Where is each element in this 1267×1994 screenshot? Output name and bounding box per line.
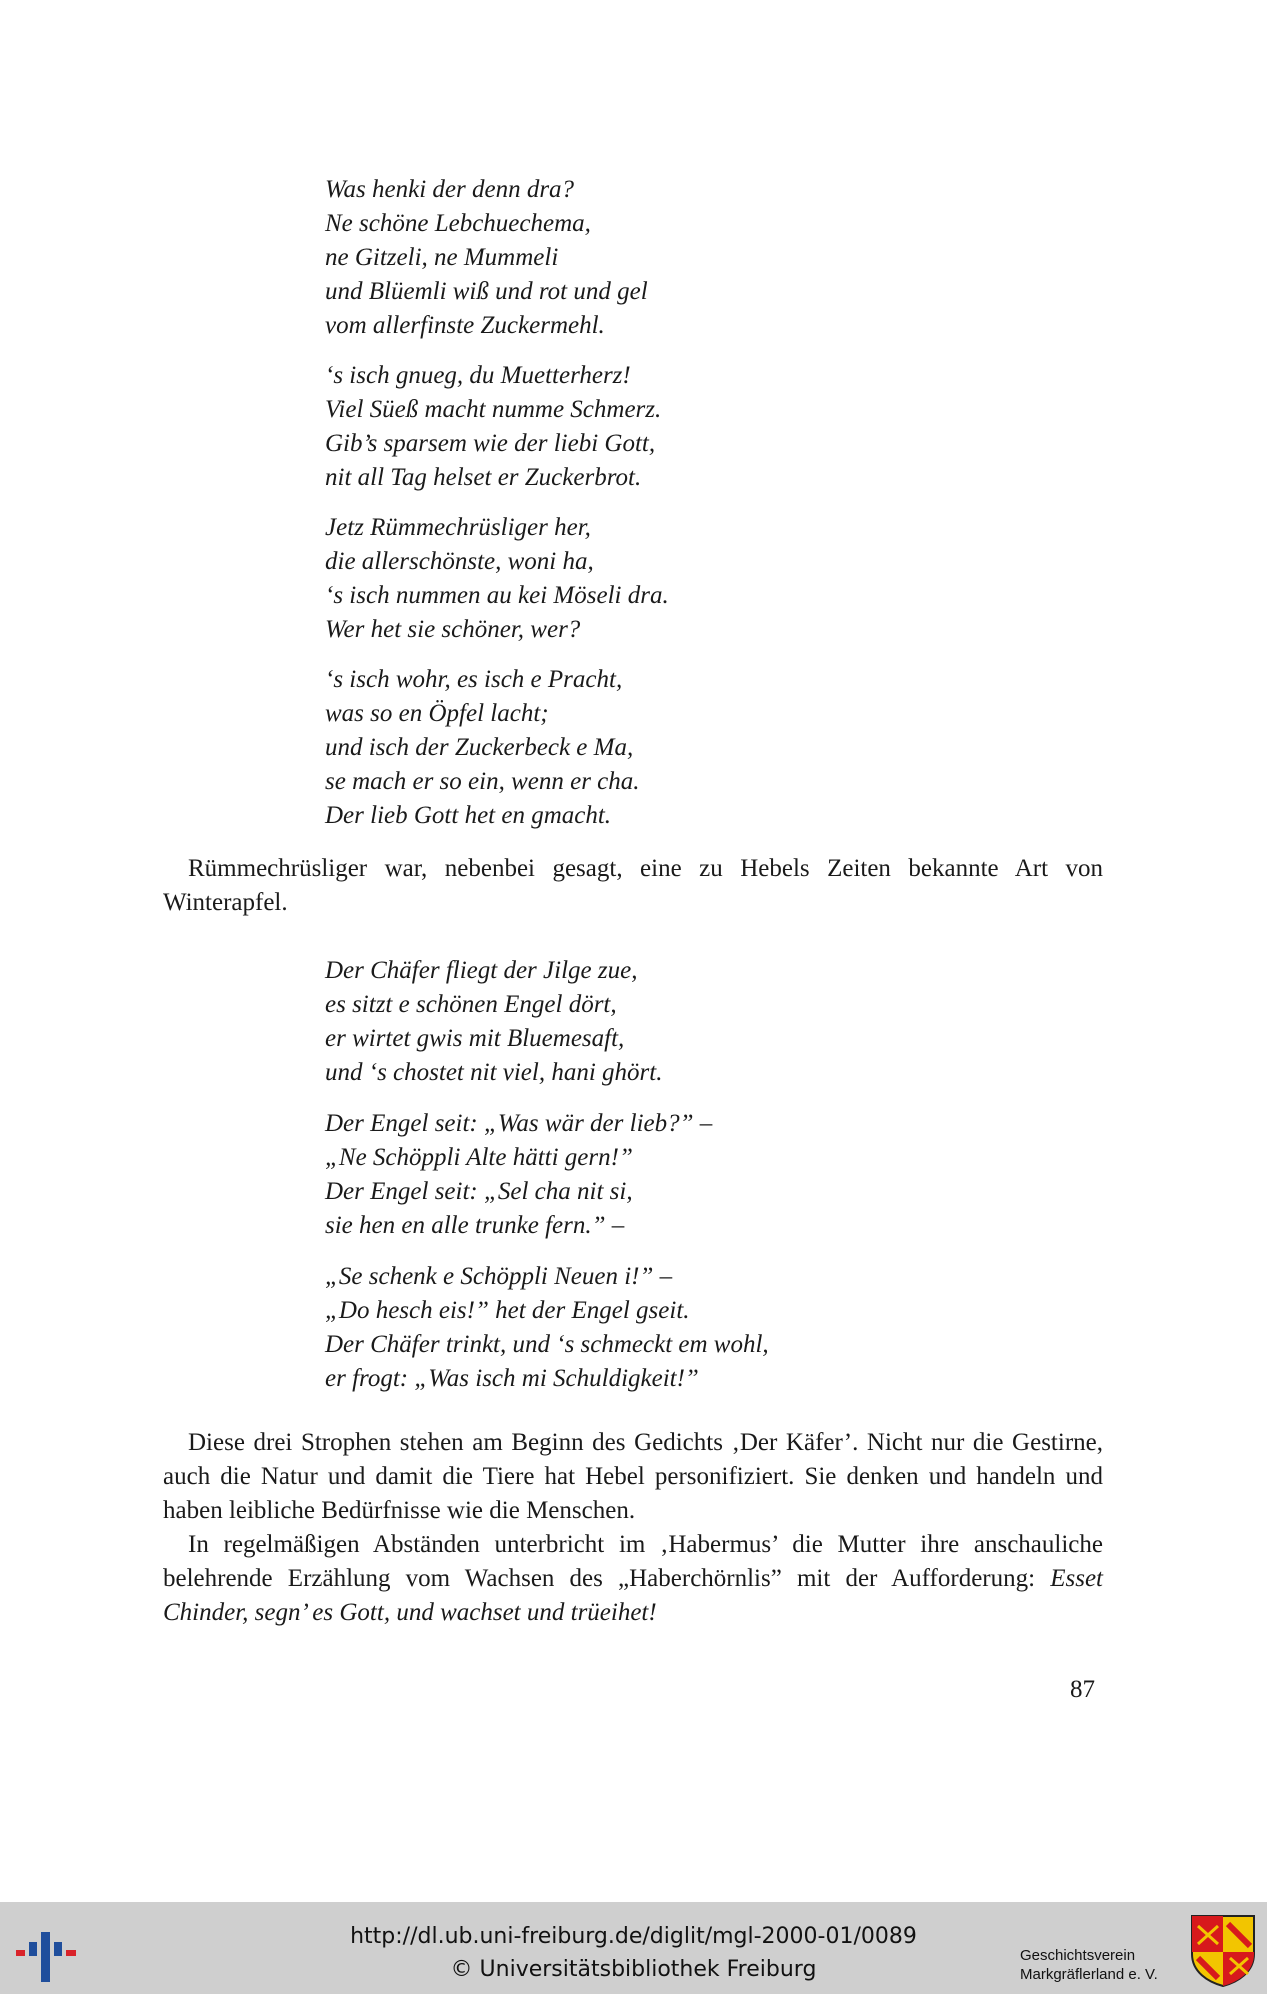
verse-line: was so en Öpfel lacht; <box>325 700 549 727</box>
verse-line: ‘s isch gnueg, du Muetterherz! <box>325 362 631 389</box>
verse-line: se mach er so ein, wenn er cha. <box>325 768 640 795</box>
paragraph-text: In regelmäßigen Abständen unterbricht im ‚Habermus’ die Mutter ihre anschauliche belehrende Erzählung vom Wachsen des „Haberchörnlis” mit der Aufforderung: <box>163 1531 1103 1592</box>
paragraph: Rümmechrüsliger war, nebenbei gesagt, eine zu Hebels Zeiten bekannte Art von Winterapfel. <box>163 855 1103 916</box>
verse-line: „Do hesch eis!” het der Engel gseit. <box>325 1297 690 1324</box>
verse-line: ‘s isch nummen au kei Möseli dra. <box>325 582 669 609</box>
stanza <box>325 359 1085 495</box>
body-paragraph-1 <box>163 852 1103 920</box>
quoted-verse: Esset Chinder, segn’ es Gott, und wachset und trüeihet! <box>163 1565 1103 1626</box>
verse-line: „Se schenk e Schöppli Neuen i!” – <box>325 1263 673 1290</box>
verse-line: er wirtet gwis mit Bluemesaft, <box>325 1025 625 1052</box>
verse-line: Der Chäfer trinkt, und ‘s schmeckt em wohl, <box>325 1331 769 1358</box>
poem-excerpt-2 <box>325 954 1085 1396</box>
verse-line: die allerschönste, woni ha, <box>325 548 594 575</box>
stanza <box>325 954 1085 1090</box>
document-url-link[interactable]: http://dl.ub.uni-freiburg.de/diglit/mgl-2000-01/0089 <box>350 1924 917 1949</box>
verse-line: Gib’s sparsem wie der liebi Gott, <box>325 430 656 457</box>
verse-line: ne Gitzeli, ne Mummeli <box>325 244 559 271</box>
copyright-notice: © Universitätsbibliothek Freiburg <box>450 1957 817 1982</box>
verse-line: Jetz Rümmechrüsliger her, <box>325 514 591 541</box>
verse-line: Der Engel seit: „Was wär der lieb?” – <box>325 1110 713 1137</box>
verse-line: Der Engel seit: „Sel cha nit si, <box>325 1178 633 1205</box>
society-name-line: Markgräflerland e. V. <box>1020 1966 1158 1983</box>
verse-line: Viel Süeß macht numme Schmerz. <box>325 396 662 423</box>
stanza <box>325 173 1085 343</box>
paragraph: Diese drei Strophen stehen am Beginn des Gedichts ‚Der Käfer’. Nicht nur die Gestirne, auch die Natur und damit die Tiere hat Hebel personifiziert. Sie denken und handeln und haben leibliche Bedürfnisse wie die Menschen. <box>163 1429 1103 1524</box>
paragraph <box>163 1528 1103 1630</box>
verse-line: und isch der Zuckerbeck e Ma, <box>325 734 634 761</box>
verse-line: Ne schöne Lebchuechema, <box>325 210 591 237</box>
society-name <box>1020 1946 1158 1984</box>
verse-line: „Ne Schöppli Alte hätti gern!” <box>325 1144 633 1171</box>
verse-line: sie hen en alle trunke fern.” – <box>325 1212 625 1239</box>
poem-excerpt-1 <box>325 173 1085 833</box>
verse-line: Was henki der denn dra? <box>325 176 575 203</box>
verse-line: er frogt: „Was isch mi Schuldigkeit!” <box>325 1365 699 1392</box>
verse-line: vom allerfinste Zuckermehl. <box>325 312 605 339</box>
verse-line: und Blüemli wiß und rot und gel <box>325 278 648 305</box>
verse-line: Der lieb Gott het en gmacht. <box>325 802 612 829</box>
verse-line: Der Chäfer fliegt der Jilge zue, <box>325 957 638 984</box>
body-paragraph-2 <box>163 1426 1103 1630</box>
verse-line: ‘s isch wohr, es isch e Pracht, <box>325 666 623 693</box>
verse-line: nit all Tag helset er Zuckerbrot. <box>325 464 642 491</box>
stanza <box>325 663 1085 833</box>
page-number: 87 <box>1070 1676 1095 1703</box>
verse-line: es sitzt e schönen Engel dört, <box>325 991 617 1018</box>
stanza <box>325 1107 1085 1243</box>
stanza <box>325 511 1085 647</box>
viewer-footer-bar <box>0 1902 1267 1994</box>
verse-line: und ‘s chostet nit viel, hani ghört. <box>325 1059 663 1086</box>
verse-line: Wer het sie schöner, wer? <box>325 616 581 643</box>
coat-of-arms-icon <box>1190 1914 1256 1988</box>
stanza <box>325 1260 1085 1396</box>
society-name-line: Geschichtsverein <box>1020 1947 1136 1964</box>
